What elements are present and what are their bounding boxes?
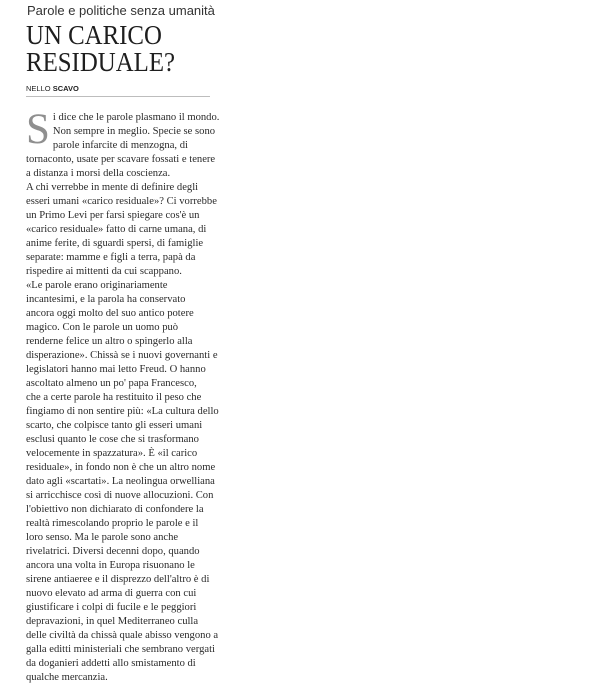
article-title [26, 22, 228, 76]
author-first-name: NELLO [26, 84, 51, 93]
body-line: l'obiettivo non dichiarato di confondere la [26, 504, 204, 515]
body-line: rivelatrici. Diversi decenni dopo, quando [26, 546, 200, 557]
body-line: che a certe parole ha restituito il peso che [26, 392, 202, 403]
body-line: incantesimi, e la parola ha conservato [26, 294, 186, 305]
body-line: legislatori hanno mai letto Freud. O hanno [26, 364, 206, 375]
byline [26, 84, 210, 97]
body-line: «Le parole erano originariamente [26, 280, 168, 291]
body-line: velocemente in spazzatura». È «il carico [26, 448, 198, 459]
body-line: nuovo elevato ad arma di guerra con cui [26, 588, 197, 599]
body-line: giustificare i colpi di fucile e le peggiori [26, 602, 197, 613]
kicker: Parole e politiche senza umanità [27, 3, 215, 18]
body-line: residuale», in fondo non è che un altro nome [26, 462, 216, 473]
body-line: esseri umani «carico residuale»? Ci vorrebbe [26, 196, 217, 207]
body-line: un Primo Levi per farsi spiegare cos'è un [26, 210, 200, 221]
body-line: scarto, che colpisce tanto gli esseri umani [26, 420, 203, 431]
body-line: esclusi quanto le cose che si trasformano [26, 434, 199, 445]
body-line: delle civiltà da chissà quale abisso vengono a [26, 630, 219, 641]
body-line: sirene antiaeree e il disprezzo dell'altro è di [26, 574, 210, 585]
body-line: depravazioni, in quel Mediterraneo culla [26, 616, 199, 627]
body-line: si arricchisce così di nuove allocuzioni. Con [26, 490, 214, 501]
body-line: fingiamo di non sentire più: «La cultura dello [26, 406, 219, 417]
article-body [26, 106, 228, 685]
body-line: dato agli «scartati». La neolingua orwelliana [26, 476, 215, 487]
body-line: rispedire ai mittenti da cui scappano. [26, 266, 182, 277]
body-line: qualche mercanzia. [26, 672, 108, 683]
body-line: A chi verrebbe in mente di definire degli [26, 182, 199, 193]
body-line: realtà rimescolando proprio le parole e il [26, 518, 199, 529]
body-line: ancora oggi molto del suo antico potere [26, 308, 194, 319]
body-line: tornaconto, usate per scavare fossati e tenere [26, 154, 216, 165]
body-line: disperazione». Chissà se i nuovi governanti e [26, 350, 218, 361]
body-line: magico. Con le parole un uomo può [26, 322, 179, 333]
body-line: separate: mamme e figli a terra, papà da [26, 252, 196, 263]
author-surname: SCAVO [52, 84, 79, 93]
drop-cap: S [26, 106, 50, 153]
body-line: ascoltato almeno un po' papa Francesco, [26, 378, 197, 389]
body-line: galla editti ministeriali che sembrano vergati [26, 644, 215, 655]
title-line: UN CARICO [26, 20, 162, 50]
body-line: parole infarcite di menzogna, di [52, 140, 188, 151]
body-line: da doganieri addetti allo smistamento di [26, 658, 196, 669]
title-line: RESIDUALE? [26, 47, 176, 77]
body-line: a distanza i morsi della coscienza. [26, 168, 171, 179]
body-line: Non sempre in meglio. Specie se sono [52, 126, 216, 137]
body-line: i dice che le parole plasmano il mondo. [52, 112, 220, 123]
body-line: anime ferite, di sguardi spersi, di famiglie [26, 238, 204, 249]
body-line: «carico residuale» fatto di carne umana, di [26, 224, 207, 235]
body-line: ancora una volta in Europa risuonano le [26, 560, 195, 571]
body-line: renderne felice un altro o spingerlo alla [26, 336, 193, 347]
body-line: loro senso. Ma le parole sono anche [26, 532, 179, 543]
